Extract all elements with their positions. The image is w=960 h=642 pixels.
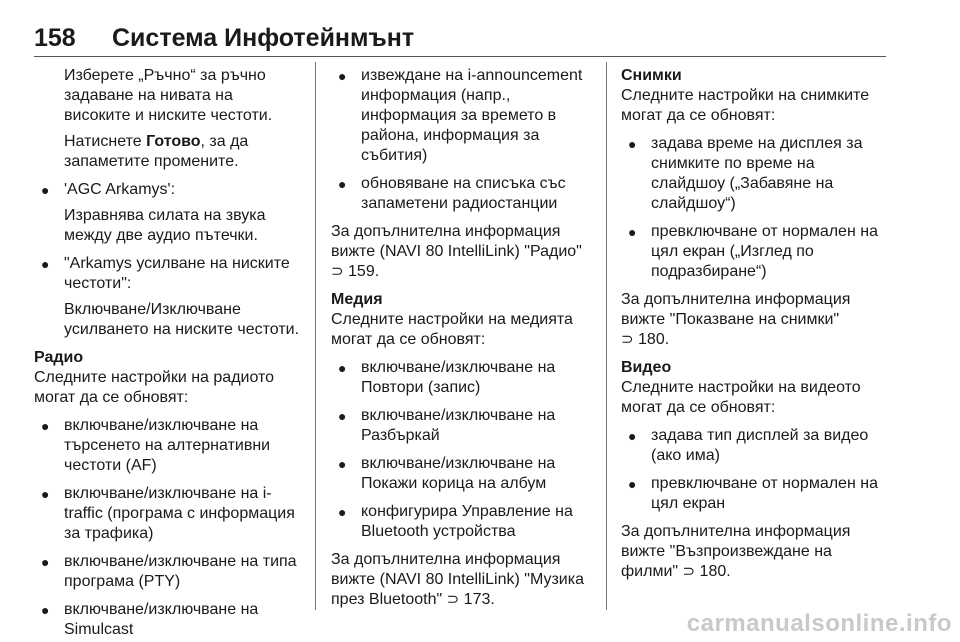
video-item: превключване от нормален на цял екран xyxy=(651,475,878,512)
page-ref-icon: ⊃ xyxy=(446,591,460,608)
list-item xyxy=(34,254,302,340)
arkamys-item: "Arkamys усилване на ниските честоти": xyxy=(64,255,290,292)
settings-list xyxy=(34,180,302,340)
radio-list-continued xyxy=(331,66,593,214)
radio-intro: Следните настройки на радиото могат да се обновят: xyxy=(34,369,275,406)
photos-list xyxy=(621,134,886,282)
list-item xyxy=(621,474,886,514)
video-list xyxy=(621,426,886,514)
media-item: включване/изключване на Повтори (запис) xyxy=(361,359,556,396)
list-item xyxy=(34,180,302,246)
manual-eq-text: Изберете „Ръчно“ за ръчно задаване на нивата на високите и ниските честоти. xyxy=(64,67,273,124)
agc-desc: Изравнява силата на звука между две аудио пътечки. xyxy=(64,207,266,244)
video-intro: Следните настройки на видеото могат да се обновят: xyxy=(621,379,861,416)
page-title: Система Инфотейнмънт xyxy=(112,24,415,52)
page-ref-icon: ⊃ xyxy=(331,263,344,280)
page-ref-icon: ⊃ xyxy=(621,331,634,348)
radio-item: включване/изключване на i-traffic (програма с информация за трафика) xyxy=(64,485,295,542)
column-3 xyxy=(621,66,886,582)
radio-item: обновяване на списъка със запаметени радиостанции xyxy=(361,175,566,212)
page-header xyxy=(34,8,886,52)
photos-item: задава време на дисплея за снимките по време на слайдшоу („Забавяне на слайдшоу“) xyxy=(651,135,863,212)
page-ref-icon: ⊃ xyxy=(682,563,696,580)
done-instruction-pre: Натиснете xyxy=(64,133,147,150)
media-reference xyxy=(331,550,593,610)
bullet-icon: ● xyxy=(338,360,347,376)
list-item xyxy=(331,454,593,494)
bullet-icon: ● xyxy=(41,182,50,198)
bullet-icon: ● xyxy=(41,486,50,502)
photos-intro: Следните настройки на снимките могат да се обновят: xyxy=(621,87,870,124)
photos-item: превключване от нормален на цял екран („Изглед по подразбиране“) xyxy=(651,223,878,280)
radio-item: включване/изключване на Simulcast xyxy=(64,601,259,638)
bullet-icon: ● xyxy=(628,136,637,152)
media-reference-page: 173. xyxy=(463,591,495,608)
column-1 xyxy=(34,66,302,640)
list-item xyxy=(331,358,593,398)
radio-heading: Радио xyxy=(34,349,84,366)
list-item xyxy=(331,406,593,446)
radio-reference-page: 159. xyxy=(348,263,380,280)
radio-item: извеждане на i-announcement информация (напр., информация за времето в района, информация за събития) xyxy=(361,67,583,164)
radio-item: включване/изключване на типа програма (PTY) xyxy=(64,553,297,590)
bullet-icon: ● xyxy=(338,456,347,472)
list-item xyxy=(621,134,886,214)
column-2 xyxy=(331,66,593,610)
bullet-icon: ● xyxy=(41,554,50,570)
bullet-icon: ● xyxy=(628,476,637,492)
column-divider-1 xyxy=(315,62,316,610)
list-item xyxy=(34,484,302,544)
list-item xyxy=(34,552,302,592)
list-item xyxy=(621,222,886,282)
bullet-icon: ● xyxy=(41,602,50,618)
media-list xyxy=(331,358,593,542)
bullet-icon: ● xyxy=(338,504,347,520)
media-item: включване/изключване на Покажи корица на албум xyxy=(361,455,556,492)
agc-item: 'AGC Arkamys': xyxy=(64,181,176,198)
page-number: 158 xyxy=(34,24,76,52)
done-instruction xyxy=(34,132,302,172)
photos-heading: Снимки xyxy=(621,67,682,84)
list-item xyxy=(34,416,302,476)
list-item xyxy=(331,174,593,214)
media-intro: Следните настройки на медията могат да се обновят: xyxy=(331,311,573,348)
bullet-icon: ● xyxy=(338,68,347,84)
photos-reference-text: За допълнителна информация вижте "Показване на снимки" xyxy=(621,291,851,328)
header-rule xyxy=(34,56,886,57)
video-item: задава тип дисплей за видео (ако има) xyxy=(651,427,869,464)
list-item xyxy=(331,502,593,542)
video-heading: Видео xyxy=(621,359,672,376)
list-item xyxy=(34,600,302,640)
video-reference-text: За допълнителна информация вижте "Възпроизвеждане на филми" xyxy=(621,523,851,580)
bullet-icon: ● xyxy=(628,224,637,240)
photos-reference xyxy=(621,290,886,350)
bullet-icon: ● xyxy=(338,176,347,192)
radio-reference xyxy=(331,222,593,282)
media-heading: Медия xyxy=(331,291,383,308)
bullet-icon: ● xyxy=(628,428,637,444)
bullet-icon: ● xyxy=(338,408,347,424)
video-reference-page: 180. xyxy=(699,563,731,580)
list-item xyxy=(331,66,593,166)
watermark: carmanualsonline.info xyxy=(686,610,952,637)
arkamys-desc: Включване/Изключване усилването на ниските честоти. xyxy=(64,301,300,338)
bullet-icon: ● xyxy=(41,418,50,434)
list-item xyxy=(621,426,886,466)
media-item: конфигурира Управление на Bluetooth устройства xyxy=(361,503,573,540)
done-instruction-post: , за да запаметите промените. xyxy=(64,133,249,170)
media-item: включване/изключване на Разбъркай xyxy=(361,407,556,444)
radio-item: включване/изключване на търсенето на алтернативни честоти (AF) xyxy=(64,417,271,474)
column-divider-2 xyxy=(606,62,607,610)
bullet-icon: ● xyxy=(41,256,50,272)
radio-list xyxy=(34,416,302,640)
video-reference xyxy=(621,522,886,582)
done-label: Готово xyxy=(146,133,201,150)
photos-reference-page: 180. xyxy=(638,331,670,348)
radio-reference-text: За допълнителна информация вижте (NAVI 80 IntelliLink) "Радио" xyxy=(331,223,582,260)
media-reference-text: За допълнителна информация вижте (NAVI 80 IntelliLink) "Музика през Bluetooth" xyxy=(331,551,584,608)
